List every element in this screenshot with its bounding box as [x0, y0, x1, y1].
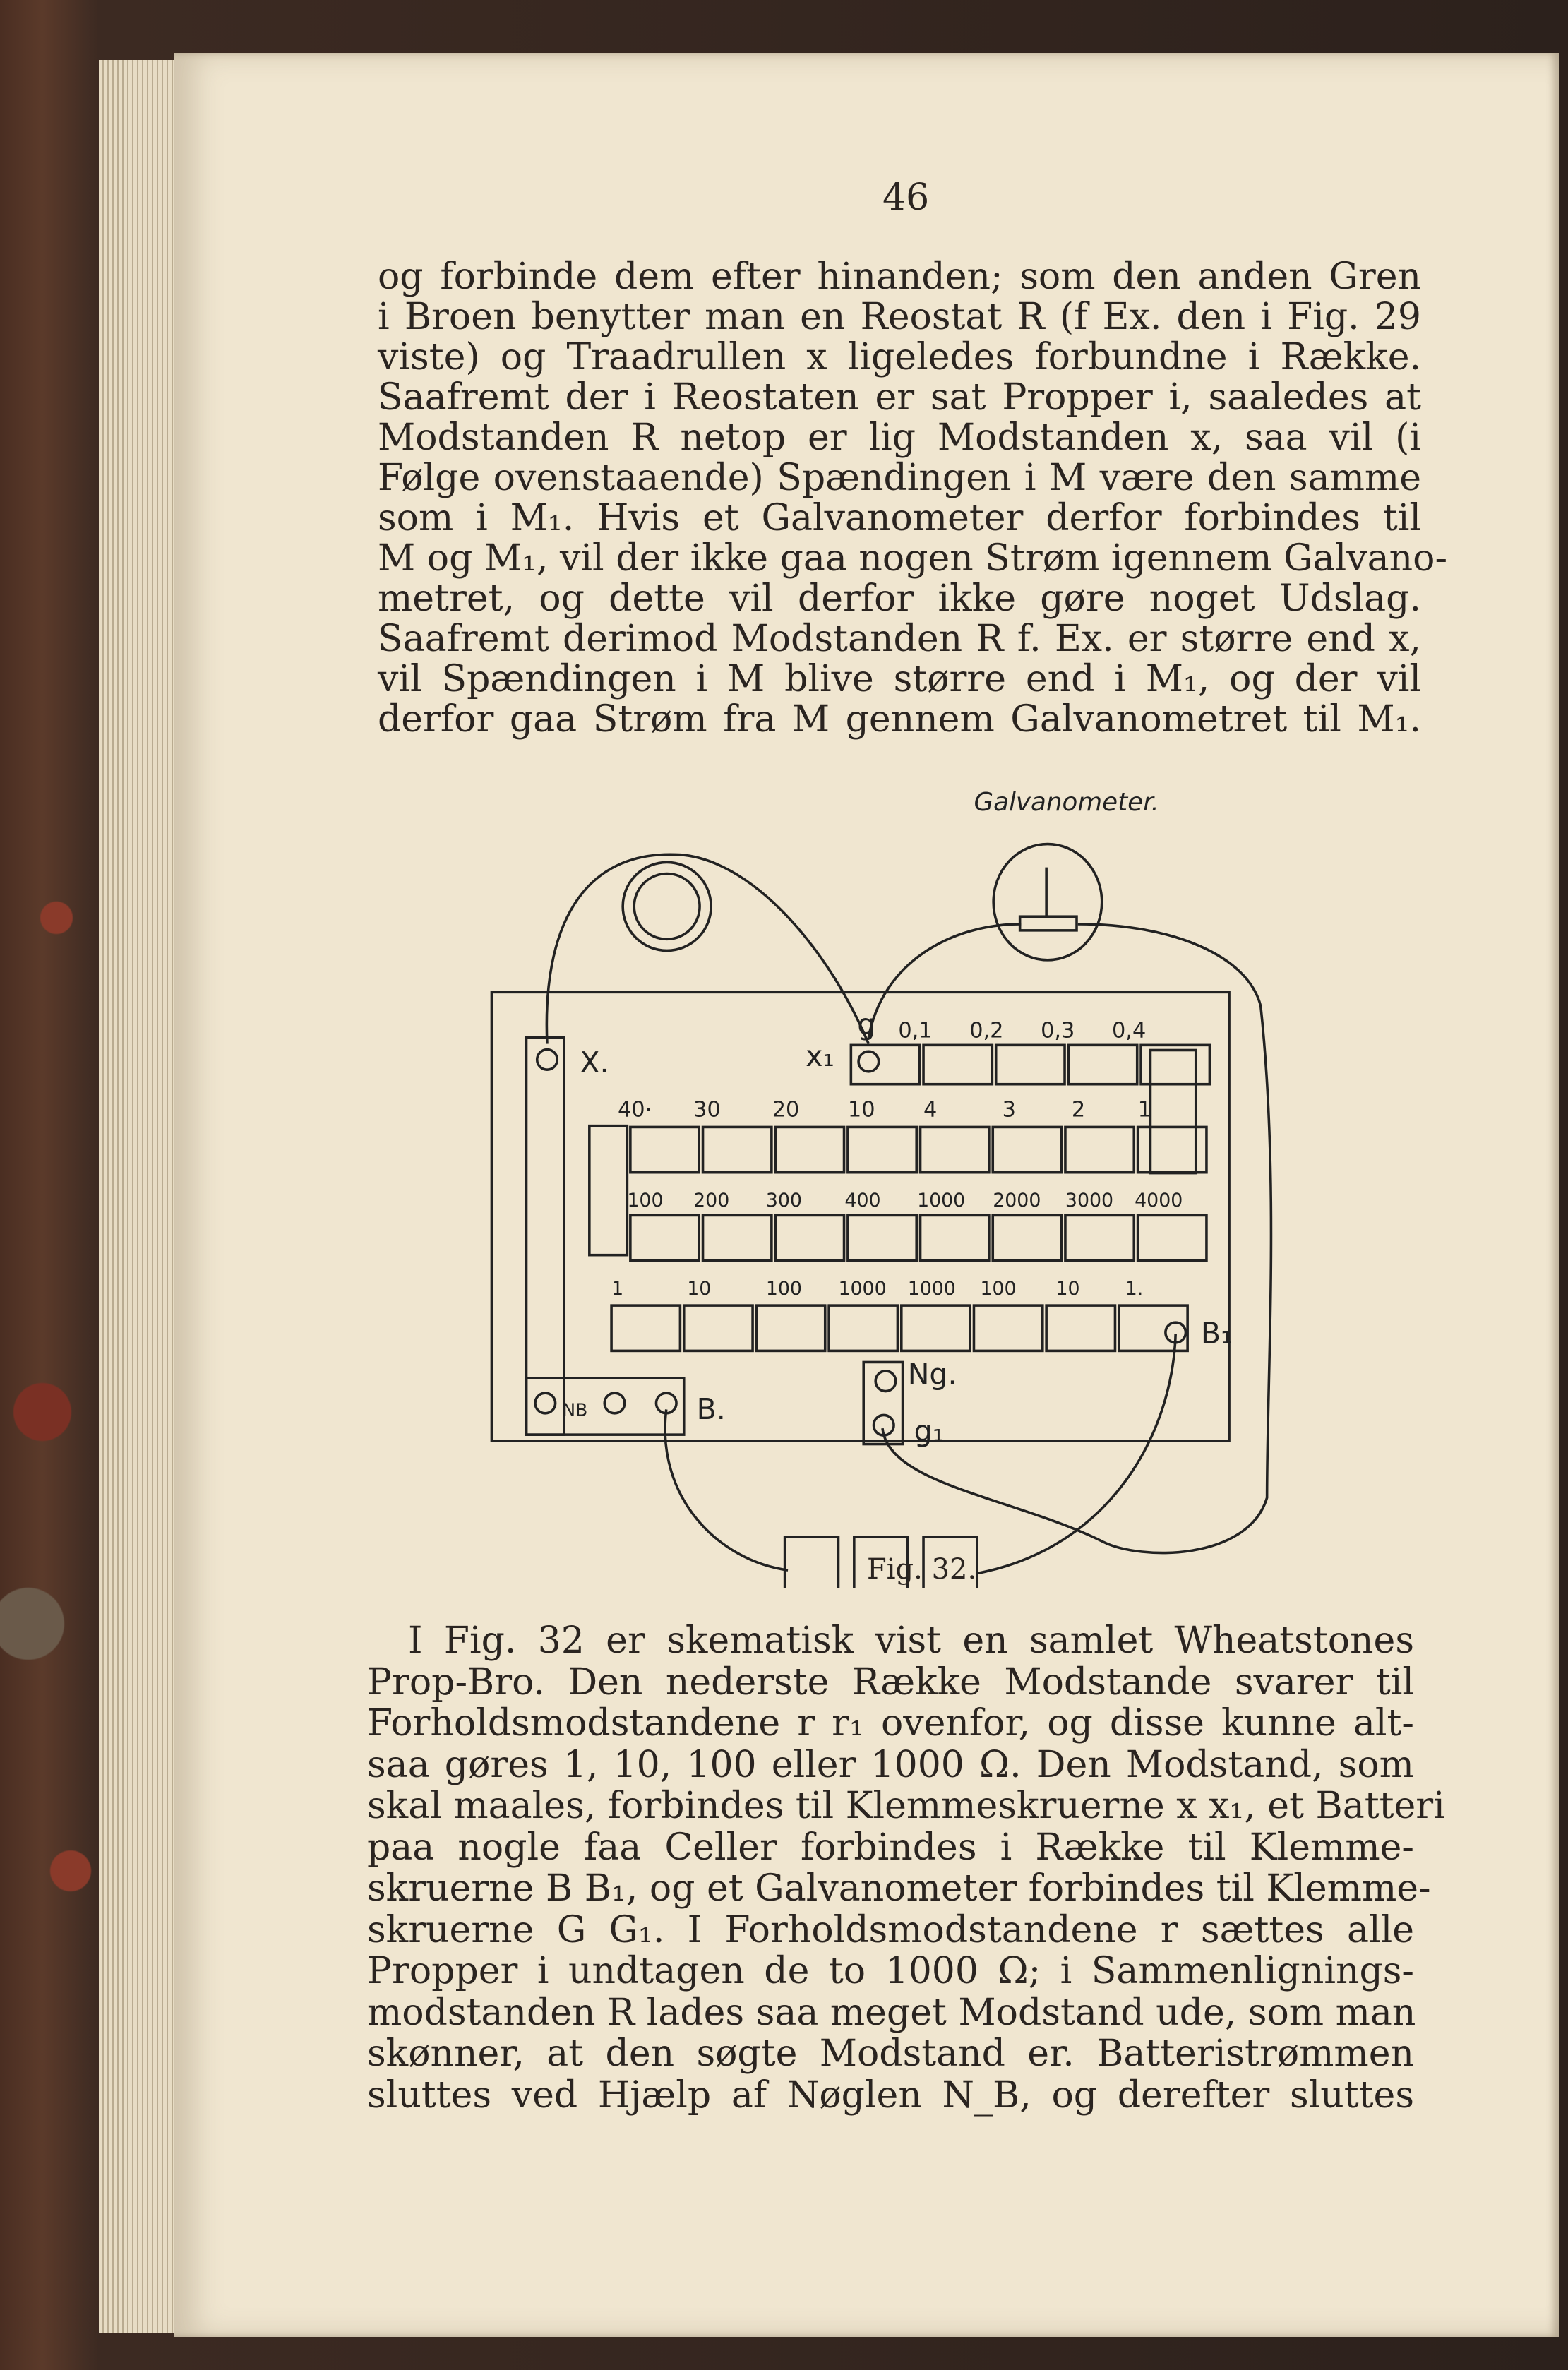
text-line: Saafremt derimod Modstanden R f. Ex. er større end x,	[378, 618, 1421, 660]
resistor-row-1-block	[1068, 1045, 1137, 1084]
wire-battery-b1	[977, 1334, 1175, 1573]
connector-right-top	[1150, 1051, 1195, 1173]
text-line: Modstanden R netop er lig Modstanden x, saa vil (i	[378, 417, 1421, 459]
row-3-label: 3000	[1065, 1189, 1114, 1211]
row-4-label: 100	[765, 1277, 802, 1300]
coil-inner	[634, 874, 700, 940]
row-3-label: 2000	[993, 1189, 1041, 1211]
row-4-label: 1000	[907, 1277, 956, 1300]
row-1-label: 0,2	[969, 1018, 1004, 1043]
text-line: skal maales, forbindes til Klemmeskruerne x x₁, et Batteri	[367, 1785, 1445, 1827]
terminal-label-g1: g₁	[914, 1414, 945, 1449]
text-line: Prop-Bro. Den nederste Række Modstande svarer til	[367, 1660, 1414, 1704]
text-line: viste) og Traadrullen x ligeledes forbundne i Række.	[378, 336, 1421, 378]
row-4-label: 1000	[838, 1277, 887, 1300]
connector-x	[527, 1038, 565, 1435]
resistor-row-2-block	[921, 1127, 989, 1172]
row-2-label: 4	[923, 1097, 938, 1123]
text-line: derfor gaa Strøm fra M gennem Galvanometret til M₁.	[378, 698, 1421, 741]
resistor-row-3-block	[1138, 1215, 1207, 1260]
row-4-label: 1.	[1125, 1277, 1144, 1300]
resistor-row-4-block	[611, 1305, 680, 1351]
text-line: skruerne B B₁, og et Galvanometer forbindes til Klemme-	[367, 1867, 1431, 1910]
resistor-row-4-block	[829, 1305, 897, 1351]
row-2-label: 20	[772, 1097, 800, 1123]
figure-caption: Fig. 32.	[867, 1553, 977, 1586]
galvanometer-label: Galvanometer.	[974, 788, 1159, 818]
row-3-label: 400	[844, 1189, 881, 1211]
terminal-screw	[535, 1393, 556, 1413]
resistor-row-2-block	[630, 1127, 699, 1172]
terminal-label-ng: Ng.	[907, 1357, 957, 1392]
text-line: Saafremt der i Reostaten er sat Propper i, saaledes at	[378, 376, 1421, 419]
terminal-label-g: g	[857, 1007, 876, 1042]
row-2-label: 40·	[618, 1097, 652, 1123]
resistor-row-4-block	[684, 1305, 753, 1351]
terminal-screw	[858, 1051, 879, 1072]
resistor-row-2-block	[1065, 1127, 1134, 1172]
resistor-row-1-block	[851, 1045, 919, 1084]
resistor-row-3-block	[630, 1215, 699, 1260]
resistor-row-3-block	[921, 1215, 989, 1260]
resistor-row-2-block	[993, 1127, 1061, 1172]
row-3-label: 200	[693, 1189, 730, 1211]
row-4-label: 100	[980, 1277, 1017, 1300]
text-line: Følge ovenstaaende) Spændingen i M være den samme	[378, 457, 1421, 499]
terminal-label-nb: NB	[562, 1399, 588, 1420]
text-line: Propper i undtagen de to 1000 Ω; i Sammenlignings-	[367, 1950, 1414, 1992]
resistor-row-2-block	[703, 1127, 772, 1172]
page-number: 46	[882, 176, 930, 219]
text-line: M og M₁, vil der ikke gaa nogen Strøm igennem Galvano-	[378, 537, 1448, 580]
text-line: Forholdsmodstandene r r₁ ovenfor, og disse kunne alt-	[367, 1702, 1414, 1744]
resistor-row-4-block	[974, 1305, 1042, 1351]
battery-cell	[785, 1537, 839, 1588]
text-line: metret, og dette vil derfor ikke gøre noget Udslag.	[378, 577, 1421, 620]
text-line: i Broen benytter man en Reostat R (f Ex. den i Fig. 29	[378, 296, 1421, 338]
row-2-label: 1	[1137, 1097, 1151, 1123]
terminal-label-x1: x₁	[806, 1039, 834, 1073]
text-line: sluttes ved Hjælp af Nøglen N_B, og derefter sluttes	[367, 2073, 1414, 2117]
text-line: I Fig. 32 er skematisk vist en samlet Wheatstones	[408, 1620, 1414, 1662]
row-3-label: 300	[765, 1189, 802, 1211]
row-3-label: 1000	[917, 1189, 966, 1211]
row-4-label: 1	[611, 1277, 624, 1300]
text-line: vil Spændingen i M blive større end i M₁, og der vil	[378, 658, 1421, 700]
resistor-row-2-block	[775, 1127, 844, 1172]
row-2-label: 3	[1002, 1097, 1016, 1123]
row-4-label: 10	[687, 1277, 712, 1300]
text-line: skruerne G G₁. I Forholdsmodstandene r sættes alle	[367, 1908, 1414, 1951]
terminal-label-b1: B₁	[1200, 1316, 1233, 1351]
terminal-screw	[875, 1371, 896, 1392]
cover-marbling	[0, 0, 99, 2370]
figure-32-diagram	[353, 741, 1341, 1588]
resistor-row-3-block	[703, 1215, 772, 1260]
row-1-label: 0,3	[1041, 1018, 1075, 1043]
resistor-row-4-block	[756, 1305, 825, 1351]
row-3-label: 4000	[1135, 1189, 1183, 1211]
resistor-row-3-block	[1065, 1215, 1134, 1260]
row-4-label: 10	[1055, 1277, 1080, 1300]
page-edges	[99, 60, 176, 2333]
wire-x-coil	[546, 854, 868, 1043]
resistor-row-2-block	[848, 1127, 916, 1172]
row-1-label: 0,1	[898, 1018, 933, 1043]
resistor-row-4-block	[902, 1305, 970, 1351]
row-2-label: 10	[847, 1097, 875, 1123]
resistor-row-1-block	[996, 1045, 1065, 1084]
row-1-label: 0,4	[1112, 1018, 1147, 1043]
text-line: paa nogle faa Celler forbindes i Række til Klemme-	[367, 1826, 1414, 1869]
resistor-row-3-block	[993, 1215, 1061, 1260]
text-line: som i M₁. Hvis et Galvanometer derfor forbindes til	[378, 497, 1421, 539]
terminal-label-b: B.	[696, 1392, 726, 1426]
resistor-row-3-block	[848, 1215, 916, 1260]
galvanometer-base	[1020, 916, 1077, 930]
terminal-label-x: X.	[580, 1045, 609, 1079]
row-2-label: 30	[693, 1097, 721, 1123]
text-line: skønner, at den søgte Modstand er. Batteristrømmen	[367, 2033, 1414, 2075]
row-2-label: 2	[1071, 1097, 1086, 1123]
terminal-screw	[604, 1393, 625, 1413]
wire-galvanometer-g1	[1078, 924, 1271, 1553]
resistor-row-1-block	[923, 1045, 992, 1084]
resistor-row-4-block	[1046, 1305, 1115, 1351]
text-line: modstanden R lades saa meget Modstand ude, som man	[367, 1991, 1416, 2034]
text-line: saa gøres 1, 10, 100 eller 1000 Ω. Den Modstand, som	[367, 1743, 1414, 1786]
row-3-label: 100	[627, 1189, 664, 1211]
resistor-row-3-block	[775, 1215, 844, 1260]
connector-left	[590, 1126, 628, 1255]
coil-outer	[623, 862, 711, 950]
resistor-row-4-block	[1119, 1305, 1187, 1351]
text-line: og forbinde dem efter hinanden; som den anden Gren	[378, 256, 1421, 298]
terminal-screw	[537, 1050, 558, 1070]
